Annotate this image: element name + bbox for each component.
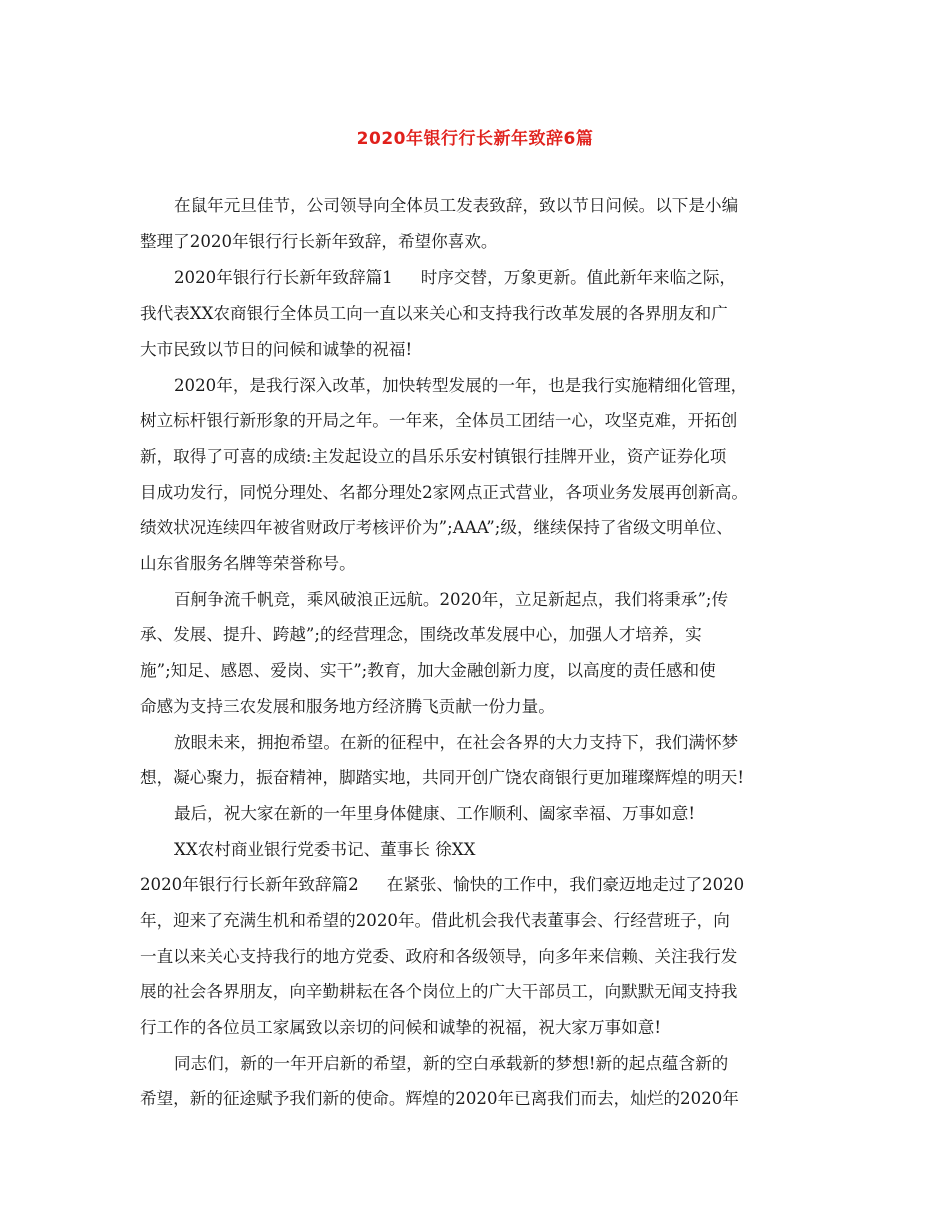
paragraph-line: 一直以来关心支持我行的地方党委、政府和各级领导，向多年来信赖、关注我行发 [140, 947, 738, 966]
paragraph-line: 绩效状况连续四年被省财政厅考核评价为”;AAA”;级，继续保持了省级文明单位、 [140, 518, 733, 537]
signature-line: XX农村商业银行党委书记、董事长 徐XX [174, 840, 476, 859]
paragraph-line: 在鼠年元旦佳节，公司领导向全体员工发表致辞，致以节日问候。以下是小编 [174, 196, 739, 215]
paragraph-line: 大市民致以节日的问候和诚挚的祝福! [140, 340, 413, 359]
paragraph-line: 命感为支持三农发展和服务地方经济腾飞贡献一份力量。 [140, 697, 555, 716]
section-heading-2: 2020年银行行长新年致辞篇2 [140, 875, 359, 894]
paragraph-line: 最后，祝大家在新的一年里身体健康、工作顺利、阖家幸福、万事如意! [174, 804, 696, 823]
paragraph-line: 展的社会各界朋友，向辛勤耕耘在各个岗位上的广大干部员工，向默默无闻支持我 [140, 982, 738, 1001]
paragraph-line: 希望，新的征途赋予我们新的使命。辉煌的2020年已离我们而去，灿烂的2020年 [140, 1089, 739, 1108]
paragraph-line: 目成功发行，同悦分理处、名都分理处2家网点正式营业，各项业务发展再创新高。 [140, 483, 748, 502]
paragraph-text: 在紧张、愉快的工作中，我们豪迈地走过了2020 [386, 875, 745, 894]
paragraph-line: 整理了2020年银行行长新年致辞，希望你喜欢。 [140, 232, 498, 251]
paragraph-text: 时序交替，万象更新。值此新年来临之际， [420, 268, 737, 287]
paragraph-line: 同志们，新的一年开启新的希望，新的空白承载新的梦想!新的起点蕴含新的 [174, 1054, 729, 1073]
paragraph-line: 想，凝心聚力，振奋精神，脚踏实地，共同开创广饶农商银行更加璀璨辉煌的明天! [140, 768, 745, 787]
paragraph-line: 树立标杆银行新形象的开局之年。一年来，全体员工团结一心，攻坚克难，开拓创 [140, 411, 738, 430]
paragraph-line: 新，取得了可喜的成绩:主发起设立的昌乐乐安村镇银行挂牌开业，资产证券化项 [140, 447, 727, 466]
document-title: 2020年银行行长新年致辞6篇 [356, 129, 594, 149]
section-heading-line [174, 267, 736, 289]
paragraph-line: 承、发展、提升、跨越”;的经营理念，围绕改革发展中心，加强人才培养，实 [140, 625, 702, 644]
section-heading-1: 2020年银行行长新年致辞篇1 [174, 268, 393, 287]
paragraph-line: 放眼未来，拥抱希望。在新的征程中，在社会各界的大力支持下，我们满怀梦 [174, 733, 739, 752]
paragraph-line: 年，迎来了充满生机和希望的2020年。借此机会我代表董事会、行经营班子，向 [140, 911, 730, 930]
paragraph-line: 2020年，是我行深入改革，加快转型发展的一年，也是我行实施精细化管理， [174, 376, 748, 395]
paragraph-line: 山东省服务名牌等荣誉称号。 [140, 554, 356, 573]
section-heading-line [140, 874, 744, 896]
paragraph-line: 施”;知足、感恩、爱岗、实干”;教育，加大金融创新力度，以高度的责任感和使 [140, 661, 716, 680]
paragraph-line: 行工作的各位员工家属致以亲切的问候和诚挚的祝福，祝大家万事如意! [140, 1018, 662, 1037]
paragraph-line: 百舸争流千帆竞，乘风破浪正远航。2020年，立足新起点，我们将秉承”;传 [174, 590, 729, 609]
paragraph-line: 我代表XX农商银行全体员工向一直以来关心和支持我行改革发展的各界朋友和广 [140, 304, 728, 323]
